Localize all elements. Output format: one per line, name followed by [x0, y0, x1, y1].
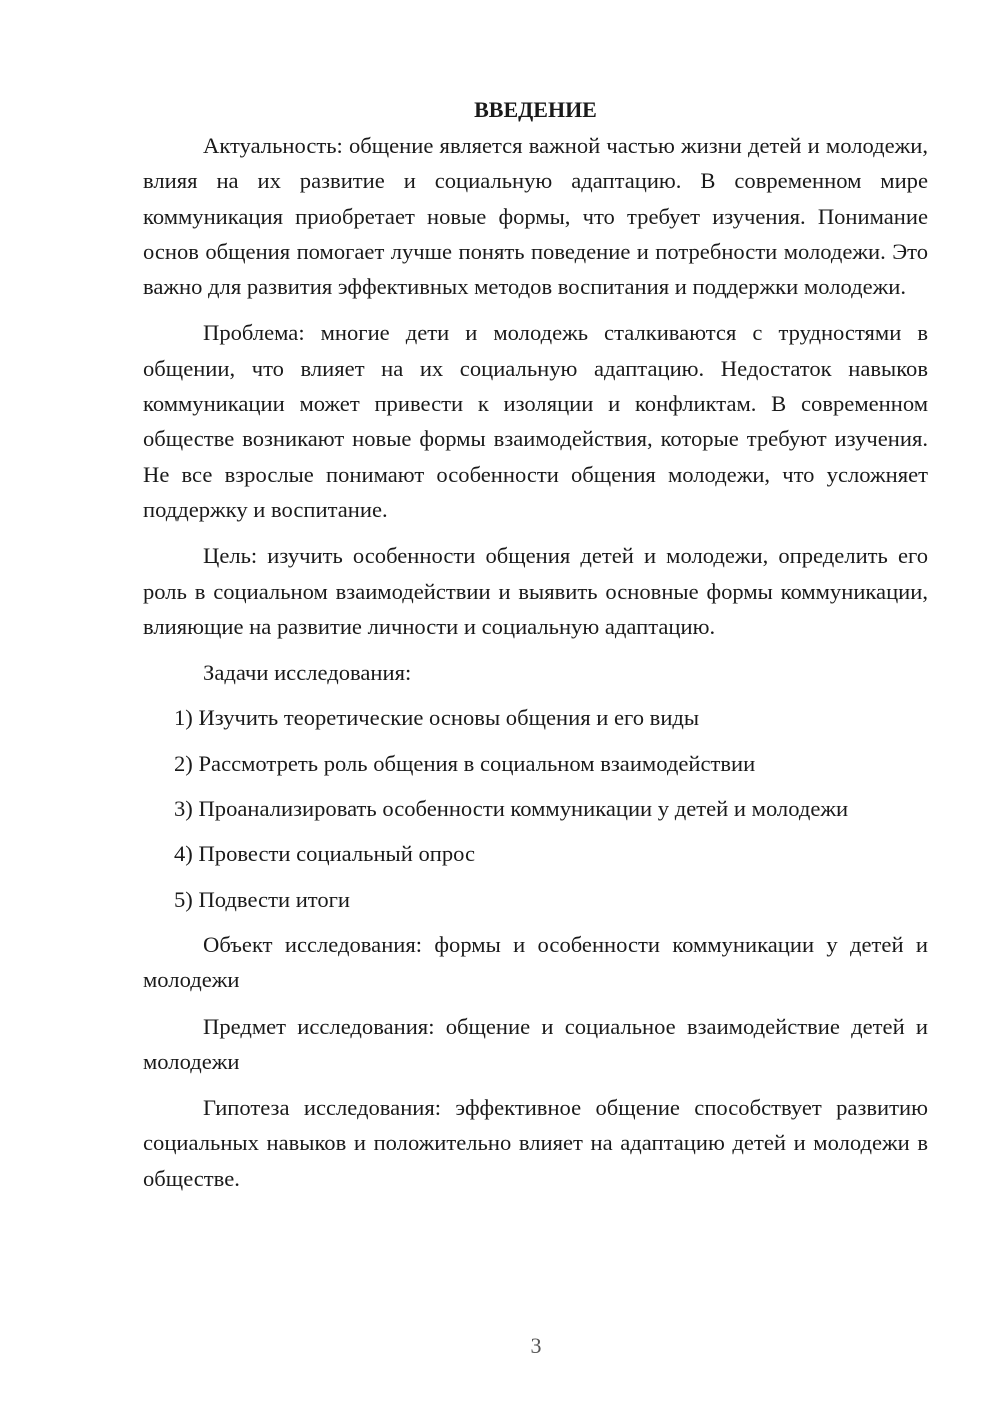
subject-paragraph: Предмет исследования: общение и социальное взаимодействие детей и молодежи — [143, 1013, 928, 1074]
task-item-1: 1) Изучить теоретические основы общения и его виды — [174, 705, 700, 731]
hypothesis-paragraph: Гипотеза исследования: эффективное общение способствует развитию социальных навыков и положительно влияет на адаптацию детей и молодежи в обществе. — [143, 1095, 928, 1191]
tasks-heading: Задачи исследования: — [203, 660, 412, 686]
tasks-list — [143, 700, 928, 916]
task-item-5: 5) Подвести итоги — [174, 886, 351, 912]
page-title: ВВЕДЕНИЕ — [474, 97, 597, 122]
page-number: 3 — [530, 1333, 542, 1358]
relevance-paragraph: Актуальность: общение является важной частью жизни детей и молодежи, влияя на их развитие и социальную адаптацию. В современном мире коммуникация приобретает новые формы, что требует изучения. Понимание основ общения помогает лучше понять поведение и потребности молодежи. Это важно для развития эффективных методов воспитания и поддержки молодежи. — [143, 133, 928, 300]
document-page — [143, 92, 928, 1207]
task-item-3: 3) Проанализировать особенности коммуникации у детей и молодежи — [174, 796, 849, 822]
object-paragraph: Объект исследования: формы и особенности коммуникации у детей и молодежи — [143, 931, 928, 993]
task-item-4: 4) Провести социальный опрос — [174, 841, 476, 867]
task-item-2: 2) Рассмотреть роль общения в социальном взаимодействии — [174, 750, 756, 776]
problem-paragraph: Проблема: многие дети и молодежь сталкиваются с трудностями в общении, что влияет на их социальную адаптацию. Недостаток навыков коммуникации может привести к изоляции и конфликтам. В современном обществе возникают новые формы взаимодействия, которые требуют изучения. Не все взрослые понимают особенности общения молодежи, что усложняет поддержку и воспитание. — [143, 320, 928, 522]
goal-paragraph: Цель: изучить особенности общения детей и молодежи, определить его роль в социальном взаимодействии и выявить основные формы коммуникации, влияющие на развитие личности и социальную адаптацию. — [143, 543, 928, 639]
